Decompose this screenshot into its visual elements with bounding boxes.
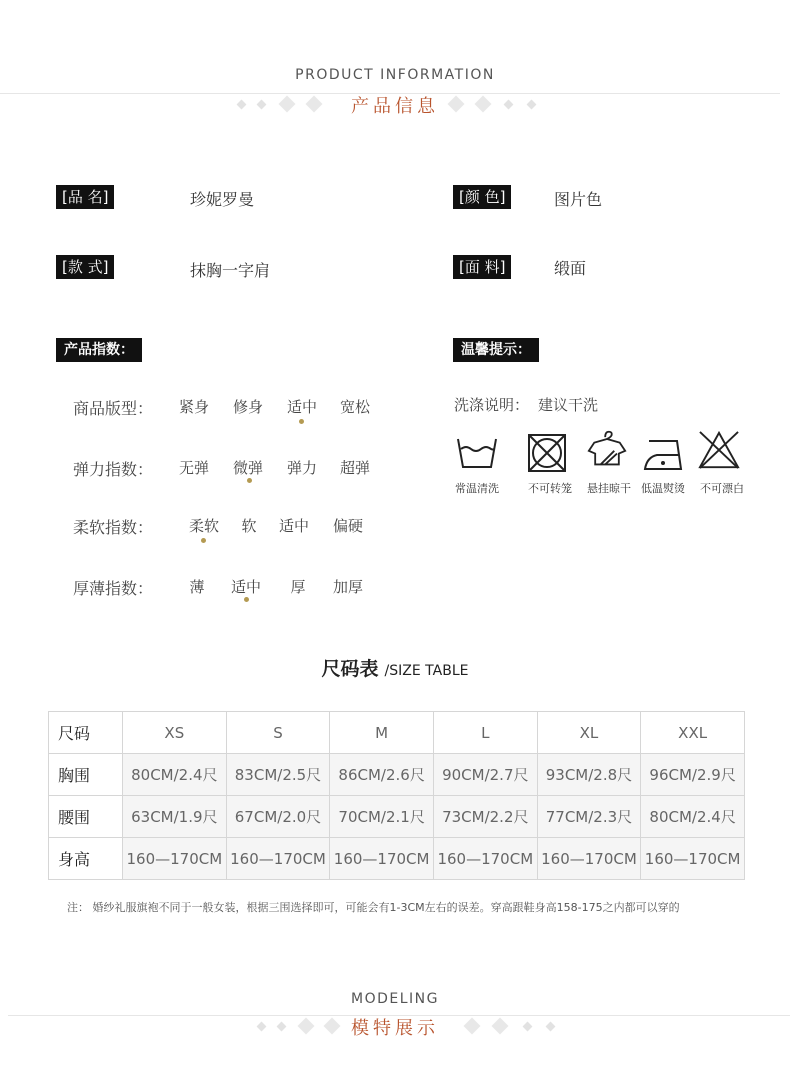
index-option: 偏硬 [332, 517, 363, 535]
size-note: 注： 婚纱礼服旗袍不同于一般女装，根据三围选择即可，可能会有1-3CM左右的误差。穿高跟鞋身高158-175之内都可以穿的 [67, 901, 680, 914]
table-header-cell: 尺码 [49, 712, 123, 754]
section-title-en: MODELING [351, 991, 439, 1007]
indices-title: 产品指数： [56, 338, 142, 362]
size-table [48, 711, 745, 880]
table-row-label: 身高 [49, 838, 123, 880]
field-label-fabric: [面 料] [453, 255, 511, 279]
table-cell: 160—170CM [330, 838, 434, 880]
table-row [49, 796, 745, 838]
index-option: 宽松 [339, 398, 370, 416]
index-option: 薄 [189, 578, 205, 596]
selected-indicator [299, 419, 304, 424]
table-cell: 67CM/2.0尺 [226, 796, 330, 838]
table-cell: 73CM/2.2尺 [433, 796, 537, 838]
field-label-name: [品 名] [56, 185, 114, 209]
index-option: 弹力 [286, 459, 317, 477]
care-caption: 不可转笼 [528, 482, 572, 495]
index-option: 柔软 [188, 517, 219, 535]
section-title-cn: 模特展示 [351, 1018, 439, 1039]
index-option: 无弹 [178, 459, 209, 477]
field-value-fabric: 缎面 [554, 259, 587, 278]
table-header-cell: XS [123, 712, 227, 754]
table-row [49, 754, 745, 796]
table-cell: 160—170CM [433, 838, 537, 880]
field-value-name: 珍妮罗曼 [190, 190, 255, 209]
table-cell: 86CM/2.6尺 [330, 754, 434, 796]
table-cell: 96CM/2.9尺 [641, 754, 745, 796]
index-option: 适中 [278, 517, 309, 535]
care-caption: 不可漂白 [700, 482, 744, 495]
table-cell: 80CM/2.4尺 [123, 754, 227, 796]
index-option: 适中 [230, 578, 261, 596]
table-header-cell: S [226, 712, 330, 754]
table-row [49, 838, 745, 880]
field-value-style: 抹胸一字肩 [190, 261, 271, 280]
table-cell: 160—170CM [537, 838, 641, 880]
wash-tub-icon [455, 433, 499, 473]
care-title: 温馨提示： [453, 338, 539, 362]
wash-value: 建议干洗 [538, 396, 599, 414]
table-cell: 83CM/2.5尺 [226, 754, 330, 796]
table-header-cell: XXL [641, 712, 745, 754]
field-label-color: [颜 色] [453, 185, 511, 209]
index-option: 超弹 [339, 459, 370, 477]
index-option: 修身 [232, 398, 263, 416]
table-cell: 160—170CM [226, 838, 330, 880]
care-caption: 悬挂晾干 [587, 482, 631, 495]
no-tumble-dry-icon [526, 433, 570, 473]
index-option: 适中 [286, 398, 317, 416]
table-header-row [49, 712, 745, 754]
table-cell: 160—170CM [641, 838, 745, 880]
index-label: 商品版型： [73, 399, 154, 418]
index-label: 厚薄指数： [73, 579, 154, 598]
index-option: 微弹 [232, 459, 263, 477]
table-header-cell: L [433, 712, 537, 754]
field-label-style: [款 式] [56, 255, 114, 279]
table-row-label: 腰围 [49, 796, 123, 838]
index-option: 软 [241, 517, 257, 535]
table-cell: 90CM/2.7尺 [433, 754, 537, 796]
index-option: 紧身 [178, 398, 209, 416]
index-label: 弹力指数： [73, 460, 154, 479]
table-cell: 80CM/2.4尺 [641, 796, 745, 838]
size-title-en: /SIZE TABLE [384, 663, 469, 679]
selected-indicator [244, 597, 249, 602]
table-cell: 160—170CM [123, 838, 227, 880]
section-title-en: PRODUCT INFORMATION [295, 67, 495, 83]
table-cell: 63CM/1.9尺 [123, 796, 227, 838]
table-cell: 77CM/2.3尺 [537, 796, 641, 838]
table-cell: 93CM/2.8尺 [537, 754, 641, 796]
section-title-cn: 产品信息 [351, 96, 439, 117]
size-title-cn: 尺码表 [321, 658, 379, 680]
table-header-cell: XL [537, 712, 641, 754]
field-value-color: 图片色 [554, 190, 603, 209]
no-bleach-icon [697, 430, 741, 470]
selected-indicator [247, 478, 252, 483]
low-iron-icon [643, 433, 687, 473]
index-option: 加厚 [332, 578, 363, 596]
selected-indicator [201, 538, 206, 543]
size-table-title [0, 654, 790, 681]
care-caption: 低温熨烫 [641, 482, 685, 495]
wash-label: 洗涤说明： [454, 396, 530, 414]
care-caption: 常温清洗 [455, 482, 499, 495]
table-row-label: 胸围 [49, 754, 123, 796]
table-cell: 70CM/2.1尺 [330, 796, 434, 838]
index-option: 厚 [290, 578, 306, 596]
table-header-cell: M [330, 712, 434, 754]
index-label: 柔软指数： [73, 518, 154, 537]
hang-dry-icon [585, 429, 629, 469]
